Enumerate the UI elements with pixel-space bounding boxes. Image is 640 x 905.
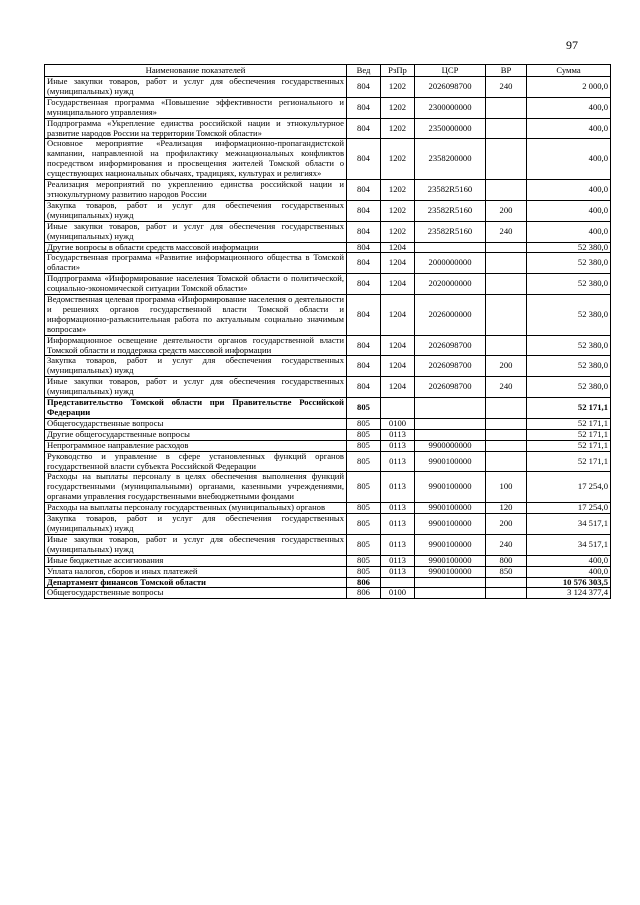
row-csr: 9900100000 [415,451,486,472]
row-sum: 34 517,1 [527,534,611,555]
row-ved: 804 [347,77,381,98]
row-vr: 800 [486,555,527,566]
row-rzpr: 1202 [381,77,415,98]
row-csr: 9900100000 [415,503,486,514]
row-sum: 400,0 [527,180,611,201]
row-name: Подпрограмма «Укрепление единства российской нации и этнокультурное развитие народов России на территории Томской области» [45,118,347,139]
table-row [45,356,611,377]
row-csr: 2020000000 [415,274,486,295]
row-sum: 52 171,1 [527,440,611,451]
table-body [45,77,611,599]
row-csr: 23582R5160 [415,200,486,221]
row-csr: 9900100000 [415,534,486,555]
row-sum: 400,0 [527,139,611,180]
table-row [45,440,611,451]
row-vr: 240 [486,77,527,98]
row-name: Закупка товаров, работ и услуг для обеспечения государственных (муниципальных) нужд [45,514,347,535]
row-rzpr [381,398,415,419]
row-name: Другие вопросы в области средств массовой информации [45,242,347,253]
row-ved: 804 [347,200,381,221]
row-vr [486,97,527,118]
row-sum: 400,0 [527,221,611,242]
row-vr: 200 [486,200,527,221]
table-row [45,295,611,336]
row-ved: 804 [347,221,381,242]
row-name: Информационное освещение деятельности органов государственной власти Томской области и поддержка средств массовой информации [45,335,347,356]
row-csr [415,429,486,440]
row-sum: 34 517,1 [527,514,611,535]
row-sum: 3 124 377,4 [527,588,611,599]
row-rzpr: 1202 [381,97,415,118]
row-csr: 2026000000 [415,295,486,336]
row-vr [486,588,527,599]
row-csr [415,577,486,588]
table-row [45,118,611,139]
table-row [45,377,611,398]
row-vr [486,118,527,139]
table-row [45,200,611,221]
table-row [45,274,611,295]
row-csr: 9900100000 [415,514,486,535]
row-vr: 850 [486,566,527,577]
row-name: Общегосударственные вопросы [45,588,347,599]
budget-table [44,64,611,599]
row-rzpr: 1204 [381,295,415,336]
row-vr: 240 [486,377,527,398]
row-name: Основное мероприятие «Реализация информационно-пропагандистской кампании, направленной на профилактику межнациональных конфликтов посредством информирования и просвещения жителей Томской области о существующих национальных обычаях, традициях, культурах и религиях» [45,139,347,180]
row-csr: 9900100000 [415,472,486,503]
row-ved: 804 [347,139,381,180]
row-rzpr: 1202 [381,139,415,180]
row-vr: 240 [486,221,527,242]
row-ved: 805 [347,555,381,566]
header-ved: Вед [347,65,381,77]
row-name: Иные закупки товаров, работ и услуг для обеспечения государственных (муниципальных) нужд [45,534,347,555]
row-name: Руководство и управление в сфере установленных функций органов государственной власти субъекта Российской Федерации [45,451,347,472]
row-rzpr [381,577,415,588]
row-ved: 805 [347,440,381,451]
row-ved: 805 [347,398,381,419]
row-ved: 805 [347,534,381,555]
table-row [45,418,611,429]
row-ved: 805 [347,472,381,503]
row-sum: 400,0 [527,97,611,118]
row-vr: 200 [486,356,527,377]
row-rzpr: 0113 [381,514,415,535]
row-vr [486,429,527,440]
row-rzpr: 1202 [381,118,415,139]
table-row [45,242,611,253]
row-rzpr: 1204 [381,335,415,356]
row-name: Закупка товаров, работ и услуг для обеспечения государственных (муниципальных) нужд [45,356,347,377]
row-name: Закупка товаров, работ и услуг для обеспечения государственных (муниципальных) нужд [45,200,347,221]
row-csr [415,398,486,419]
row-ved: 805 [347,429,381,440]
row-name: Ведомственная целевая программа «Информирование населения о деятельности и решениях органов государственной власти Томской области и информационно-разъяснительная работа по актуальным социально значимым вопросам» [45,295,347,336]
row-name: Непрограммное направление расходов [45,440,347,451]
row-vr [486,274,527,295]
table-row [45,514,611,535]
row-name: Иные закупки товаров, работ и услуг для обеспечения государственных (муниципальных) нужд [45,221,347,242]
table-row [45,221,611,242]
table-row [45,97,611,118]
row-vr [486,577,527,588]
row-rzpr: 0100 [381,588,415,599]
row-rzpr: 1204 [381,242,415,253]
table-row [45,588,611,599]
row-sum: 400,0 [527,555,611,566]
row-name: Расходы на выплаты персоналу в целях обеспечения выполнения функций государственными (муниципальными) органами, казенными учреждениями, органами управления государственными внебюджетными фондами [45,472,347,503]
row-vr [486,418,527,429]
row-sum: 52 171,1 [527,451,611,472]
row-sum: 52 171,1 [527,398,611,419]
row-csr: 2358200000 [415,139,486,180]
row-csr: 2000000000 [415,253,486,274]
row-sum: 17 254,0 [527,472,611,503]
row-sum: 400,0 [527,200,611,221]
row-name: Подпрограмма «Информирование населения Томской области о политической, социально-экономической ситуации Томской области» [45,274,347,295]
row-sum: 52 171,1 [527,429,611,440]
header-sum: Сумма [527,65,611,77]
row-rzpr: 0113 [381,451,415,472]
header-csr: ЦСР [415,65,486,77]
row-rzpr: 1202 [381,200,415,221]
table-header-row [45,65,611,77]
table-row [45,253,611,274]
row-csr: 2026098700 [415,335,486,356]
row-name: Общегосударственные вопросы [45,418,347,429]
row-sum: 52 171,1 [527,418,611,429]
row-ved: 805 [347,514,381,535]
row-csr [415,242,486,253]
row-rzpr: 1204 [381,377,415,398]
row-ved: 804 [347,377,381,398]
row-rzpr: 1202 [381,180,415,201]
row-rzpr: 1204 [381,356,415,377]
row-rzpr: 0113 [381,472,415,503]
row-sum: 52 380,0 [527,242,611,253]
row-ved: 805 [347,451,381,472]
row-name: Реализация мероприятий по укреплению единства российской нации и этнокультурному развитию народов России [45,180,347,201]
row-csr: 2350000000 [415,118,486,139]
row-csr: 9900100000 [415,555,486,566]
row-rzpr: 1204 [381,253,415,274]
row-csr [415,418,486,429]
row-csr: 2026098700 [415,377,486,398]
table-row [45,577,611,588]
row-ved: 804 [347,242,381,253]
header-name: Наименование показателей [45,65,347,77]
header-vr: ВР [486,65,527,77]
row-vr: 200 [486,514,527,535]
row-name: Расходы на выплаты персоналу государственных (муниципальных) органов [45,503,347,514]
table-row [45,398,611,419]
row-vr: 100 [486,472,527,503]
row-sum: 2 000,0 [527,77,611,98]
row-vr: 120 [486,503,527,514]
row-vr [486,180,527,201]
row-sum: 52 380,0 [527,356,611,377]
table-row [45,77,611,98]
page-number: 97 [566,38,578,52]
row-csr: 2026098700 [415,356,486,377]
row-name: Представительство Томской области при Правительстве Российской Федерации [45,398,347,419]
row-rzpr: 0113 [381,429,415,440]
row-vr [486,295,527,336]
row-ved: 805 [347,566,381,577]
row-vr [486,451,527,472]
table-row [45,555,611,566]
row-vr: 240 [486,534,527,555]
row-sum: 52 380,0 [527,335,611,356]
row-csr: 9900000000 [415,440,486,451]
row-sum: 52 380,0 [527,253,611,274]
table-row [45,566,611,577]
row-csr: 2026098700 [415,77,486,98]
row-vr [486,440,527,451]
table-row [45,503,611,514]
row-ved: 806 [347,588,381,599]
row-ved: 805 [347,503,381,514]
table-row [45,451,611,472]
row-vr [486,253,527,274]
row-rzpr: 1204 [381,274,415,295]
table-row [45,429,611,440]
row-ved: 804 [347,118,381,139]
row-name: Другие общегосударственные вопросы [45,429,347,440]
row-vr [486,242,527,253]
row-rzpr: 1202 [381,221,415,242]
row-sum: 17 254,0 [527,503,611,514]
row-ved: 805 [347,418,381,429]
table-row [45,139,611,180]
row-ved: 804 [347,356,381,377]
row-ved: 804 [347,295,381,336]
table-row [45,335,611,356]
row-sum: 52 380,0 [527,295,611,336]
row-vr [486,335,527,356]
row-sum: 52 380,0 [527,377,611,398]
row-rzpr: 0113 [381,555,415,566]
row-ved: 804 [347,253,381,274]
row-name: Государственная программа «Развитие информационного общества в Томской области» [45,253,347,274]
row-rzpr: 0113 [381,440,415,451]
row-csr: 23582R5160 [415,180,486,201]
row-rzpr: 0113 [381,503,415,514]
row-ved: 804 [347,180,381,201]
row-ved: 804 [347,335,381,356]
row-sum: 400,0 [527,118,611,139]
row-csr: 9900100000 [415,566,486,577]
row-rzpr: 0113 [381,534,415,555]
table-row [45,534,611,555]
row-name: Иные закупки товаров, работ и услуг для обеспечения государственных (муниципальных) нужд [45,77,347,98]
row-sum: 10 576 303,5 [527,577,611,588]
row-ved: 806 [347,577,381,588]
row-rzpr: 0113 [381,566,415,577]
table-row [45,180,611,201]
table-row [45,472,611,503]
header-rzpr: РзПр [381,65,415,77]
row-name: Департамент финансов Томской области [45,577,347,588]
row-ved: 804 [347,274,381,295]
row-vr [486,139,527,180]
row-vr [486,398,527,419]
row-csr: 2300000000 [415,97,486,118]
row-csr [415,588,486,599]
row-name: Иные закупки товаров, работ и услуг для обеспечения государственных (муниципальных) нужд [45,377,347,398]
row-rzpr: 0100 [381,418,415,429]
row-name: Уплата налогов, сборов и иных платежей [45,566,347,577]
row-sum: 52 380,0 [527,274,611,295]
row-name: Государственная программа «Повышение эффективности регионального и муниципального управления» [45,97,347,118]
row-name: Иные бюджетные ассигнования [45,555,347,566]
row-sum: 400,0 [527,566,611,577]
row-csr: 23582R5160 [415,221,486,242]
row-ved: 804 [347,97,381,118]
